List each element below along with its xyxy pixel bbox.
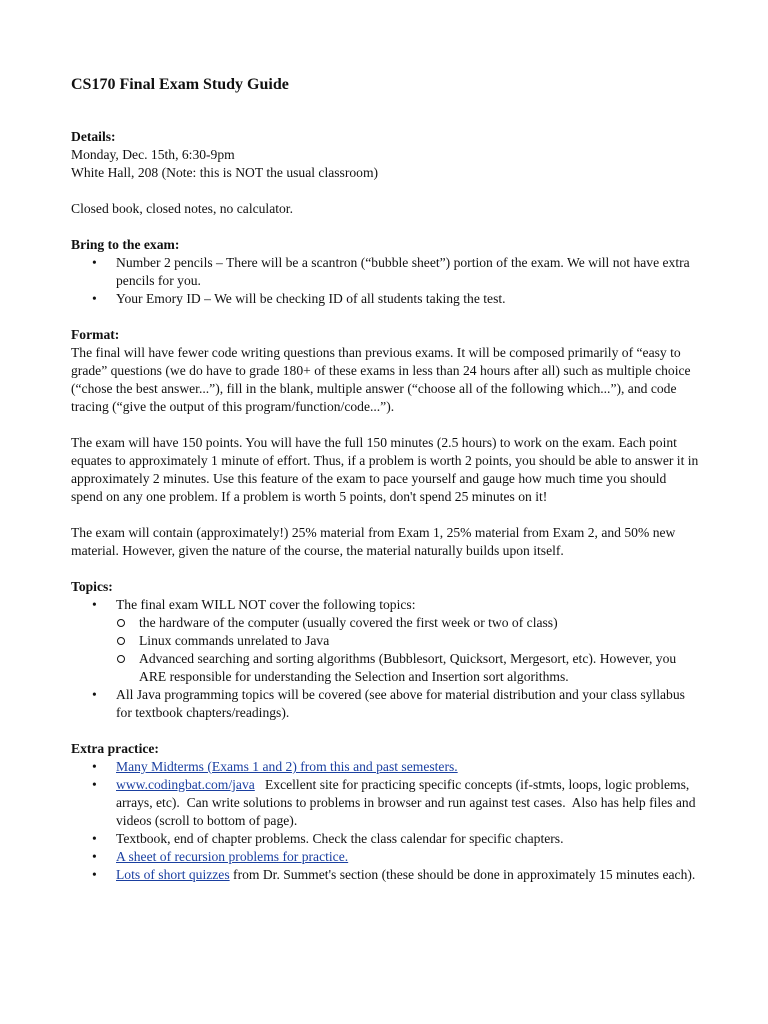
list-item: • All Java programming topics will be covered (see above for material distribution and your class syllabus for textbook chapters/readings). <box>92 687 685 720</box>
bullet-icon: • <box>92 849 97 864</box>
list-item: the hardware of the computer (usually covered the first week or two of class) <box>116 614 701 632</box>
list-item: • Your Emory ID – We will be checking ID of all students taking the test. <box>92 291 506 306</box>
bullet-icon: • <box>92 687 97 702</box>
circle-bullet-icon <box>117 637 125 645</box>
bring-section <box>71 236 701 308</box>
document-content <box>71 74 701 884</box>
format-paragraph-3: The exam will contain (approximately!) 25% material from Exam 1, 25% material from Exam 2, and 50% new material. However, given the nature of the course, the material naturally builds upon itself. <box>71 525 676 558</box>
list-item: • Number 2 pencils – There will be a scantron (“bubble sheet”) portion of the exam. We will not have extra pencils for you. <box>92 255 690 288</box>
extra-practice-heading: Extra practice: <box>71 741 159 756</box>
bullet-icon: • <box>92 759 97 774</box>
bring-heading: Bring to the exam: <box>71 237 180 252</box>
bullet-icon: • <box>92 597 97 612</box>
format-paragraph-2: The exam will have 150 points. You will have the full 150 minutes (2.5 hours) to work on the exam. Each point equates to approximately 1 minute of effort. Thus, if a problem is worth 2 points, you should be able to answer it in approximately 2 minutes. Use this feature of the exam to pace yourself and gauge how much time you should spend on any one problem. If a problem is worth 5 points, don't spend 25 minutes on it! <box>71 435 699 504</box>
circle-bullet-icon <box>117 655 125 663</box>
bullet-icon: • <box>92 777 97 792</box>
list-item <box>71 758 701 776</box>
midterms-link[interactable]: Many Midterms (Exams 1 and 2) from this and past semesters. <box>116 759 458 774</box>
circle-bullet-icon <box>117 619 125 627</box>
format-heading: Format: <box>71 327 120 342</box>
page-title: CS170 Final Exam Study Guide <box>71 76 289 93</box>
format-section <box>71 326 701 560</box>
bullet-icon: • <box>92 291 97 306</box>
list-item <box>71 848 701 866</box>
extra-practice-section <box>71 740 701 884</box>
format-paragraph-1: The final will have fewer code writing questions than previous exams. It will be composed primarily of “easy to grade” questions (we do have to grade 180+ of these exams in less than 24 hours after all) such as multiple choice (“chose the best answer...”), fill in the blank, multiple answer (“choose all of the following which...”), and code tracing (“give the output of this program/function/code...”). <box>71 345 691 414</box>
list-item: Advanced searching and sorting algorithms (Bubblesort, Quicksort, Mergesort, etc). However, you ARE responsible for understanding the Selection and Insertion sort algorithms. <box>116 650 701 686</box>
codingbat-link[interactable]: www.codingbat.com/java <box>116 777 255 792</box>
details-date: Monday, Dec. 15th, 6:30-9pm <box>71 147 235 162</box>
details-location: White Hall, 208 (Note: this is NOT the usual classroom) <box>71 165 379 180</box>
bullet-icon: • <box>92 255 97 270</box>
details-rule: Closed book, closed notes, no calculator. <box>71 201 293 216</box>
list-item: • Lots of short quizzes from Dr. Summet's section (these should be done in approximately 15 minutes each). <box>92 867 696 882</box>
topics-list <box>71 596 701 722</box>
bring-list <box>71 254 701 308</box>
bullet-icon: • <box>92 831 97 846</box>
list-item: Linux commands unrelated to Java <box>116 632 701 650</box>
list-item: • The final exam WILL NOT cover the following topics: the hardware of the computer (usually covered the first week or two of class) Linux commands unrelated to Java Advanced searching and sorting algorithms (Bubblesort, Quicksort, Mergesort, etc). However, you ARE responsible for understanding the Selection and Insertion sort algorithms. <box>71 596 701 686</box>
short-quizzes-link[interactable]: Lots of short quizzes <box>116 867 230 882</box>
details-section <box>71 128 701 218</box>
topics-section <box>71 578 701 722</box>
topics-sublist <box>116 614 701 686</box>
extra-practice-list <box>71 758 701 884</box>
list-item: • Textbook, end of chapter problems. Check the class calendar for specific chapters. <box>92 831 564 846</box>
details-heading: Details: <box>71 129 116 144</box>
recursion-sheet-link[interactable]: A sheet of recursion problems for practice. <box>116 849 349 864</box>
list-item: • www.codingbat.com/java Excellent site for practicing specific concepts (if-stmts, loops, logic problems, arrays, etc). Can write solutions to problems in browser and run against test cases. Also has help files and videos (scroll to bottom of page). <box>92 777 699 828</box>
topics-heading: Topics: <box>71 579 113 594</box>
bullet-icon: • <box>92 867 97 882</box>
